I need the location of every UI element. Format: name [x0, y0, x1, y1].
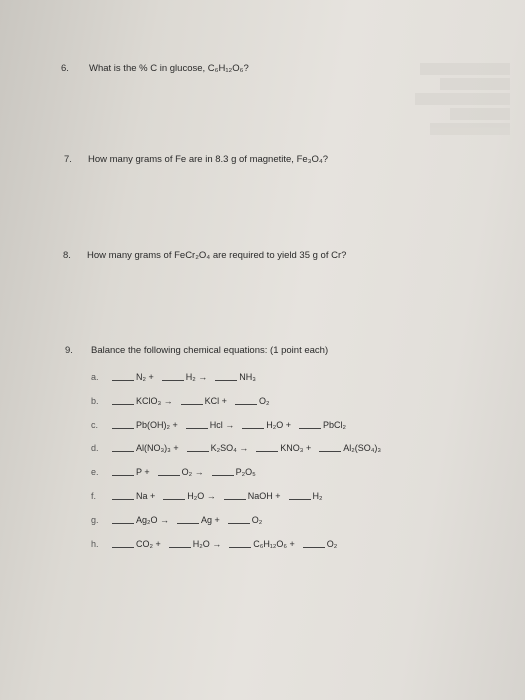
equation-label: h.: [91, 539, 99, 549]
equation-label: b.: [91, 396, 99, 406]
equation-term: H₂O →: [192, 539, 222, 549]
question-text-7: How many grams of Fe are in 8.3 g of magnetite, Fe₃O₄?: [88, 154, 329, 165]
equation-term: H₂ →: [185, 372, 208, 382]
coefficient-blank[interactable]: [224, 498, 246, 500]
equation-term: N₂ +: [136, 372, 154, 382]
equation-term: Al₂(SO₄)₃: [343, 443, 382, 453]
coefficient-blank[interactable]: [319, 450, 341, 452]
coefficient-blank[interactable]: [162, 379, 184, 381]
equation-term: Pb(OH)₂ +: [136, 420, 178, 430]
equation-term: C₆H₁₂O₆ +: [253, 539, 295, 549]
equation-term: H₂: [312, 491, 323, 501]
equation-row: [110, 539, 343, 549]
equation-term: Na +: [136, 491, 156, 501]
equation-term: O₂: [258, 396, 270, 406]
equation-label: a.: [91, 372, 99, 382]
equation-term: O₂ →: [181, 467, 204, 477]
coefficient-blank[interactable]: [112, 427, 134, 429]
question-number-9: 9.: [65, 345, 73, 356]
equation-term: CO₂ +: [136, 539, 161, 549]
equation-term: O₂: [326, 539, 338, 549]
coefficient-blank[interactable]: [112, 403, 134, 405]
equation-term: P₂O₅: [235, 467, 256, 477]
equation-label: g.: [91, 515, 99, 525]
equation-term: O₂: [251, 515, 263, 525]
coefficient-blank[interactable]: [163, 498, 185, 500]
coefficient-blank[interactable]: [303, 546, 325, 548]
equation-term: P +: [136, 467, 150, 477]
equation-label: c.: [91, 420, 99, 430]
question-number-7: 7.: [64, 154, 72, 165]
coefficient-blank[interactable]: [158, 474, 180, 476]
equation-row: [110, 491, 329, 501]
coefficient-blank[interactable]: [242, 427, 264, 429]
equation-row: [110, 372, 262, 382]
equation-row: [110, 396, 275, 406]
coefficient-blank[interactable]: [299, 427, 321, 429]
coefficient-blank[interactable]: [235, 403, 257, 405]
equation-term: NH₃: [239, 372, 256, 382]
coefficient-blank[interactable]: [186, 427, 208, 429]
equation-term: PbCl₂: [323, 420, 347, 430]
equation-row: [110, 515, 268, 525]
coefficient-blank[interactable]: [112, 450, 134, 452]
equation-row: [110, 443, 387, 453]
coefficient-blank[interactable]: [112, 474, 134, 476]
question-number-8: 8.: [63, 250, 71, 261]
coefficient-blank[interactable]: [177, 522, 199, 524]
equation-term: Al(NO₃)₃ +: [136, 443, 179, 453]
equation-row: [110, 420, 352, 430]
coefficient-blank[interactable]: [228, 522, 250, 524]
coefficient-blank[interactable]: [289, 498, 311, 500]
coefficient-blank[interactable]: [256, 450, 278, 452]
equation-row: [110, 467, 262, 477]
equation-term: K₂SO₄ →: [210, 443, 249, 453]
equation-term: KClO₃ →: [136, 396, 173, 406]
equation-label: e.: [91, 467, 99, 477]
question-number-6: 6.: [61, 63, 69, 74]
equation-term: Hcl →: [209, 420, 235, 430]
equation-term: H₂O →: [187, 491, 216, 501]
question-text-9: Balance the following chemical equations: (1 point each): [91, 345, 329, 356]
coefficient-blank[interactable]: [112, 498, 134, 500]
equation-term: H₂O +: [266, 420, 292, 430]
coefficient-blank[interactable]: [187, 450, 209, 452]
coefficient-blank[interactable]: [112, 546, 134, 548]
bleed-through-text: [400, 60, 510, 220]
equation-term: Ag +: [201, 515, 220, 525]
coefficient-blank[interactable]: [181, 403, 203, 405]
coefficient-blank[interactable]: [112, 379, 134, 381]
equation-term: Ag₂O →: [136, 515, 170, 525]
equation-term: KCl +: [204, 396, 227, 406]
coefficient-blank[interactable]: [169, 546, 191, 548]
coefficient-blank[interactable]: [229, 546, 251, 548]
equation-term: KNO₃ +: [280, 443, 312, 453]
question-text-6: What is the % C in glucose, C₆H₁₂O₆?: [89, 63, 249, 74]
question-text-8: How many grams of FeCr₂O₄ are required to yield 35 g of Cr?: [87, 250, 347, 261]
coefficient-blank[interactable]: [112, 522, 134, 524]
equation-term: NaOH +: [247, 491, 281, 501]
coefficient-blank[interactable]: [212, 474, 234, 476]
equation-label: f.: [91, 491, 97, 501]
equation-label: d.: [91, 443, 99, 453]
coefficient-blank[interactable]: [215, 379, 237, 381]
